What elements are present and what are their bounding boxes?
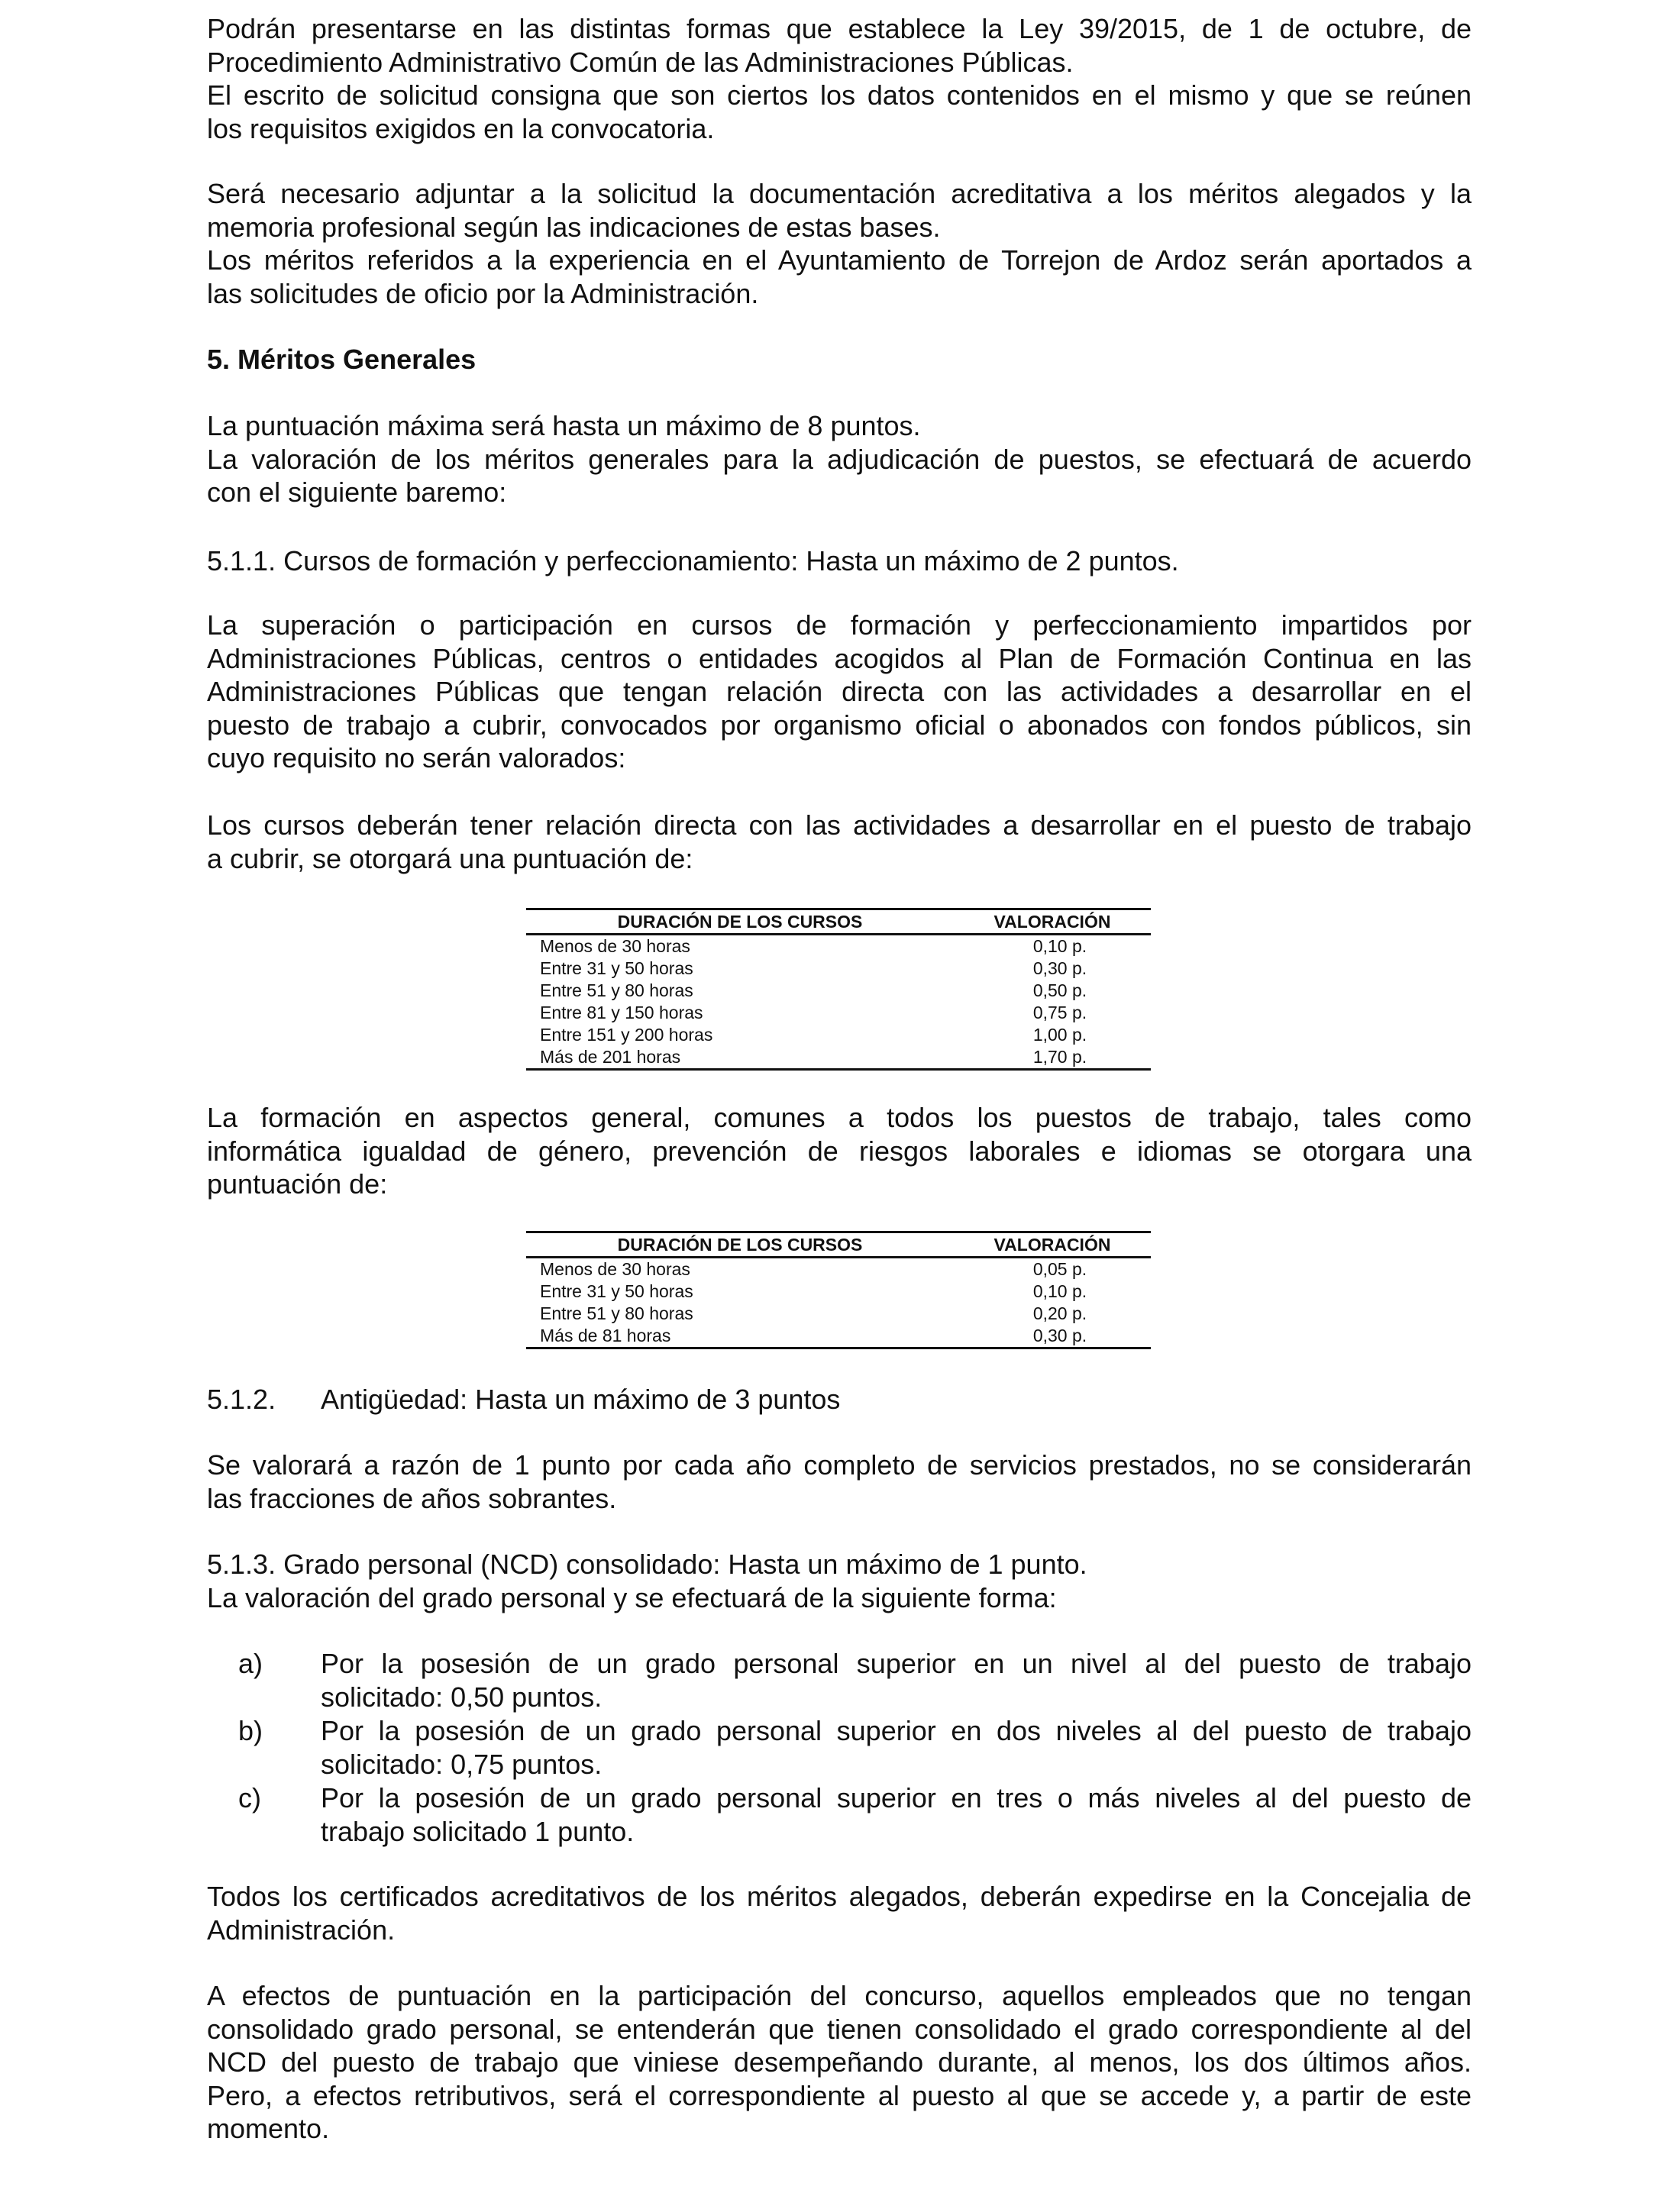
paragraph-course-relation	[207, 809, 1472, 875]
course-duration-table-1	[526, 908, 1151, 1071]
text-line: puesto de trabajo a cubrir, convocados por organismo oficial o abonados con fondos públicos, sin	[207, 709, 1472, 741]
table-row	[526, 958, 1151, 980]
table-cell: 0,20 p.	[1032, 1303, 1087, 1323]
table-cell: Más de 201 horas	[540, 1047, 681, 1067]
text-line: La formación en aspectos general, comunes a todos los puestos de trabajo, tales como	[207, 1102, 1472, 1133]
text-line: momento.	[207, 2113, 330, 2144]
text-line: solicitado: 0,50 puntos.	[321, 1681, 603, 1713]
course-duration-table-2	[526, 1231, 1151, 1349]
table-cell: 0,30 p.	[1032, 1326, 1087, 1345]
table-cell: 0,05 p.	[1032, 1259, 1087, 1279]
list-item	[207, 1781, 1472, 1848]
text-line: 5.1.3. Grado personal (NCD) consolidado: Hasta un máximo de 1 punto.	[207, 1549, 1087, 1580]
paragraph-scoring-effects	[207, 1979, 1472, 2146]
list-item	[207, 1647, 1472, 1713]
paragraph-general-training	[207, 1101, 1472, 1201]
table-cell: Más de 81 horas	[540, 1326, 671, 1345]
text-line: Será necesario adjuntar a la solicitud la documentación acreditativa a los méritos alegados y la	[207, 178, 1472, 209]
table-cell: Entre 31 y 50 horas	[540, 958, 693, 978]
paragraph-seniority	[207, 1449, 1472, 1515]
list-label: c)	[238, 1782, 261, 1814]
text-line: Procedimiento Administrativo Común de las Administraciones Públicas.	[207, 46, 1074, 78]
table-header	[526, 1233, 1151, 1258]
text-line: con el siguiente baremo:	[207, 476, 507, 508]
subsection-512	[207, 1383, 1472, 1416]
text-line: las solicitudes de oficio por la Administración.	[207, 277, 759, 309]
text-line: puntuación de:	[207, 1168, 388, 1200]
text-line: La valoración de los méritos generales para la adjudicación de puestos, se efectuará de acuerdo	[207, 443, 1472, 475]
text-line: La valoración del grado personal y se efectuará de la siguiente forma:	[207, 1581, 1057, 1613]
paragraph-personal-grade	[207, 1548, 1472, 1614]
text-line: Pero, a efectos retributivos, será el correspondiente al puesto al que se accede y, a partir de este	[207, 2079, 1472, 2111]
text-line: Administraciones Públicas, centros o entidades acogidos al Plan de Formación Continua en las	[207, 642, 1472, 674]
text-line: Los cursos deberán tener relación directa con las actividades a desarrollar en el puesto de trabajo	[207, 809, 1472, 841]
paragraph-certificates	[207, 1880, 1472, 1946]
subsection-text: Antigüedad: Hasta un máximo de 3 puntos	[321, 1384, 841, 1415]
text-line: consolidado grado personal, se entenderán que tienen consolidado el grado correspondiente al del	[207, 2013, 1472, 2045]
table-cell: Entre 151 y 200 horas	[540, 1025, 713, 1045]
table-header	[526, 910, 1151, 935]
table-row	[526, 1325, 1151, 1347]
text-line: Todos los certificados acreditativos de los méritos alegados, deberán expedirse en la Concejalia de	[207, 1881, 1472, 1912]
text-line: informática igualdad de género, prevención de riesgos laborales e idiomas se otorgara una	[207, 1135, 1472, 1167]
text-line: las fracciones de años sobrantes.	[207, 1482, 617, 1514]
table-cell: 0,10 p.	[1032, 1281, 1087, 1301]
paragraph-presentation	[207, 12, 1472, 145]
text-line: solicitado: 0,75 puntos.	[321, 1748, 603, 1780]
text-line: NCD del puesto de trabajo que viniese desempeñando durante, al menos, los dos últimos años.	[207, 2046, 1472, 2078]
subsection-title: 5.1.1. Cursos de formación y perfeccionamiento: Hasta un máximo de 2 puntos.	[207, 545, 1179, 577]
list-label: a)	[238, 1648, 263, 1679]
table-cell: Menos de 30 horas	[540, 1259, 690, 1279]
table-cell: Entre 81 y 150 horas	[540, 1003, 703, 1022]
table-cell: Entre 31 y 50 horas	[540, 1281, 693, 1301]
table-cell: Menos de 30 horas	[540, 936, 690, 956]
table-row	[526, 1024, 1151, 1046]
section-heading-block	[207, 343, 1472, 376]
table-row	[526, 935, 1151, 958]
column-header: VALORACIÓN	[993, 912, 1111, 932]
table-cell: 0,50 p.	[1032, 980, 1087, 1000]
text-line: Por la posesión de un grado personal superior en tres o más niveles al del puesto de	[321, 1782, 1472, 1814]
text-line: los requisitos exigidos en la convocatoria.	[207, 112, 715, 144]
text-line: memoria profesional según las indicaciones de estas bases.	[207, 211, 941, 243]
text-line: trabajo solicitado 1 punto.	[321, 1815, 635, 1847]
table-row	[526, 1046, 1151, 1068]
text-line: Los méritos referidos a la experiencia en el Ayuntamiento de Torrejon de Ardoz serán aportados a	[207, 244, 1472, 276]
table-cell: Entre 51 y 80 horas	[540, 980, 693, 1000]
text-line: Por la posesión de un grado personal superior en un nivel al del puesto de trabajo	[321, 1648, 1472, 1679]
text-line: cuyo requisito no serán valorados:	[207, 742, 626, 774]
column-header: DURACIÓN DE LOS CURSOS	[617, 1235, 863, 1255]
table-row	[526, 1002, 1151, 1024]
subsection-511	[207, 544, 1472, 578]
paragraph-documentation	[207, 177, 1472, 310]
text-line: Podrán presentarse en las distintas formas que establece la Ley 39/2015, de 1 de octubre, de	[207, 13, 1472, 44]
table-row	[526, 1258, 1151, 1281]
grade-list	[207, 1647, 1472, 1848]
column-header: DURACIÓN DE LOS CURSOS	[617, 912, 863, 932]
text-line: A efectos de puntuación en la participación del concurso, aquellos empleados que no tengan	[207, 1980, 1472, 2011]
table-cell: 0,10 p.	[1032, 936, 1087, 956]
list-label: b)	[238, 1715, 263, 1746]
text-line: a cubrir, se otorgará una puntuación de:	[207, 842, 693, 874]
column-header: VALORACIÓN	[993, 1235, 1111, 1255]
text-line: La superación o participación en cursos de formación y perfeccionamiento impartidos por	[207, 609, 1472, 641]
list-item	[207, 1714, 1472, 1781]
table-cell: 1,70 p.	[1032, 1047, 1087, 1067]
table-cell: Entre 51 y 80 horas	[540, 1303, 693, 1323]
subsection-title	[207, 1383, 1472, 1416]
subsection-number: 5.1.2.	[207, 1384, 276, 1415]
table-row	[526, 980, 1151, 1002]
paragraph-max-score	[207, 409, 1472, 509]
text-line: Se valorará a razón de 1 punto por cada año completo de servicios prestados, no se considerarán	[207, 1449, 1472, 1481]
table-cell: 1,00 p.	[1032, 1025, 1087, 1045]
text-line: Administraciones Públicas que tengan relación directa con las actividades a desarrollar en el	[207, 676, 1472, 707]
table-cell: 0,75 p.	[1032, 1003, 1087, 1022]
table-row	[526, 1281, 1151, 1303]
section-heading: 5. Méritos Generales	[207, 344, 477, 375]
table-cell: 0,30 p.	[1032, 958, 1087, 978]
text-line: El escrito de solicitud consigna que son ciertos los datos contenidos en el mismo y que se reúnen	[207, 79, 1472, 111]
table-row	[526, 1303, 1151, 1325]
text-line: Por la posesión de un grado personal superior en dos niveles al del puesto de trabajo	[321, 1715, 1472, 1746]
text-line: Administración.	[207, 1914, 396, 1946]
paragraph-courses	[207, 609, 1472, 775]
text-line: La puntuación máxima será hasta un máximo de 8 puntos.	[207, 410, 921, 441]
